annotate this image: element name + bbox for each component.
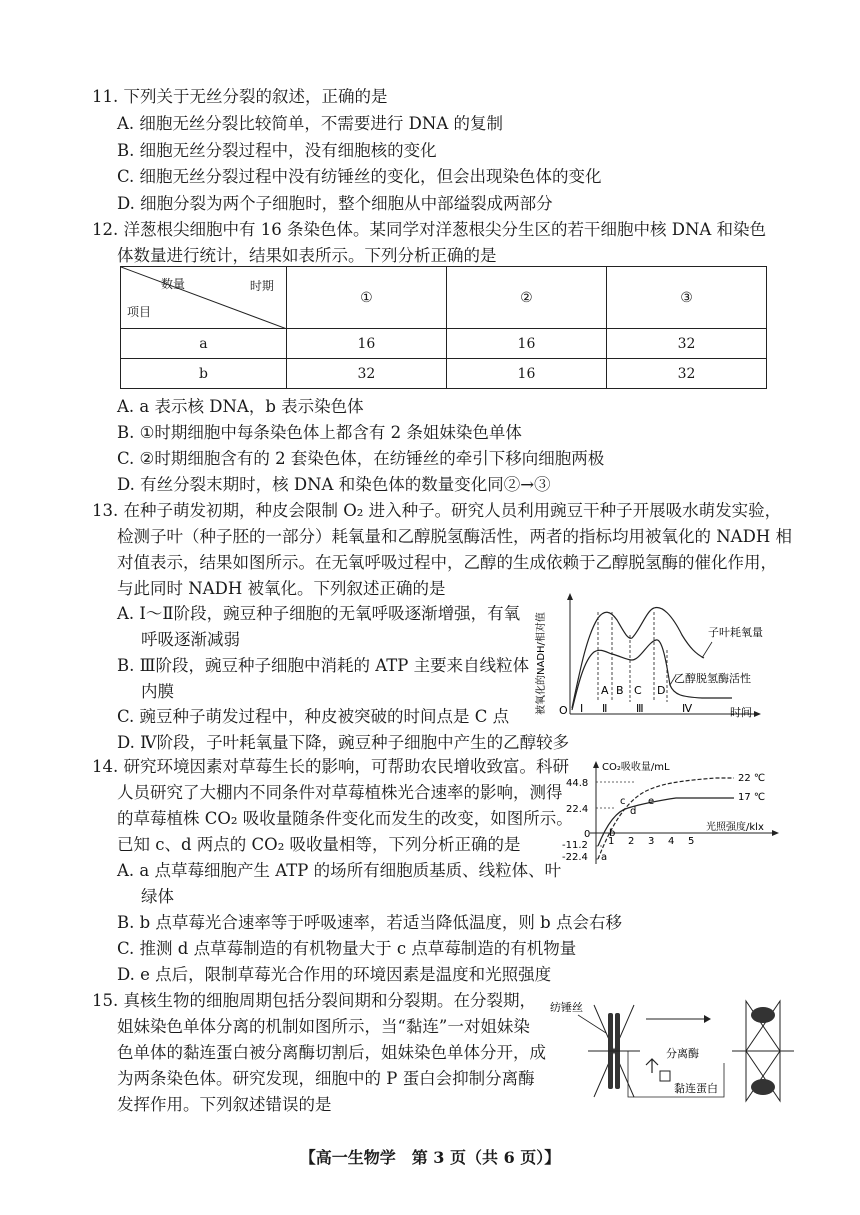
q14-option-d: D. e 点后，限制草莓光合作用的环境因素是温度和光照强度	[117, 965, 552, 984]
y-tick: -11.2	[562, 840, 588, 851]
q15-stem-line4: 为两条染色体。研究发现，细胞中的 P 蛋白会抑制分离酶	[117, 1069, 535, 1088]
page-footer: 【高一生物学 第 3 页（共 6 页）】	[299, 1148, 561, 1167]
x-axis-label: 时间	[730, 706, 752, 719]
stage-label: Ⅰ	[580, 702, 584, 715]
corner-label-quantity: 数量	[161, 277, 186, 291]
stage-label: Ⅱ	[602, 702, 608, 715]
y-axis-arrow-icon	[593, 761, 599, 768]
period-header: ①	[286, 267, 446, 329]
table-cell: 32	[286, 359, 446, 389]
point-label: A	[601, 684, 609, 697]
x-tick: 2	[628, 836, 635, 847]
x-tick: 4	[668, 836, 675, 847]
q12-stem-line1: 12. 洋葱根尖细胞中有 16 条染色体。某同学对洋葱根尖分生区的若干细胞中核 DNA 和染色	[92, 220, 767, 239]
q14-option-b: B. b 点草莓光合速率等于呼吸速率，若适当降低温度，则 b 点会右移	[117, 913, 622, 932]
q14-stem-line3: 的草莓植株 CO₂ 吸收量随条件变化而发生的改变，如图所示。	[117, 809, 573, 828]
table-corner-cell	[121, 267, 287, 329]
leader-line	[702, 642, 712, 658]
q14-figure	[556, 756, 786, 876]
point-label: e	[648, 796, 655, 807]
series-label: 17 ℃	[738, 792, 766, 803]
stage-label: Ⅳ	[682, 702, 693, 715]
arrow-head-icon	[704, 1015, 711, 1023]
curve-label-oxygen: 子叶耗氧量	[708, 626, 763, 639]
q12-option-d: D. 有丝分裂末期时，核 DNA 和染色体的数量变化同②→③	[117, 475, 551, 494]
point-label: B	[616, 684, 624, 697]
q15-stem-line2: 姐妹染色单体分离的机制如图所示，当“黏连”一对姐妹染	[117, 1017, 530, 1036]
q11-option-b: B. 细胞无丝分裂过程中，没有细胞核的变化	[117, 141, 437, 160]
y-tick: 0	[584, 829, 591, 840]
cohesin-ring	[660, 1071, 670, 1081]
x-axis-arrow-icon	[772, 830, 779, 836]
corner-label-item: 项目	[127, 305, 152, 319]
x-tick: 3	[648, 836, 655, 847]
x-axis-label: 光照强度/klx	[706, 822, 764, 833]
q13-option-c: C. 豌豆种子萌发过程中，种皮被突破的时间点是 C 点	[117, 707, 510, 726]
point-label: D	[657, 684, 666, 697]
q13-option-d: D. Ⅳ阶段，子叶耗氧量下降，豌豆种子细胞中产生的乙醇较多	[117, 733, 570, 752]
period-header: ②	[446, 267, 606, 329]
table-cell: 16	[446, 359, 606, 389]
period-header: ③	[606, 267, 766, 329]
point-label: d	[630, 806, 637, 817]
q15-stem-line5: 发挥作用。下列叙述错误的是	[117, 1095, 332, 1114]
y-tick: 44.8	[566, 778, 589, 789]
row-item: b	[121, 359, 287, 389]
q14-stem-line2: 人员研究了大棚内不同条件对草莓植株光合速率的影响，测得	[117, 783, 563, 802]
corner-label-period: 时期	[249, 279, 274, 293]
q15-figure	[548, 993, 798, 1108]
curve-label-enzyme: 乙醇脱氢酶活性	[674, 672, 751, 685]
y-axis-arrow-icon	[567, 593, 573, 600]
x-tick: 1	[608, 836, 615, 847]
q11-option-d: D. 细胞分裂为两个子细胞时，整个细胞从中部缢裂成两部分	[117, 194, 553, 213]
q14-option-a-cont: 绿体	[141, 887, 174, 906]
q12-option-c: C. ②时期细胞含有的 2 套染色体，在纺锤丝的牵引下移向细胞两极	[117, 449, 605, 468]
q14-stem-line1: 14. 研究环境因素对草莓生长的影响，可帮助农民增收致富。科研	[92, 757, 569, 776]
table-cell: 16	[446, 329, 606, 359]
chromosome-pole-top	[751, 1007, 775, 1023]
table-cell: 32	[606, 359, 766, 389]
x-axis-arrow-icon	[754, 711, 761, 717]
table-cell: 16	[286, 329, 446, 359]
q11-option-a: A. 细胞无丝分裂比较简单，不需要进行 DNA 的复制	[117, 114, 503, 133]
q11-stem: 11. 下列关于无丝分裂的叙述，正确的是	[92, 87, 388, 106]
q13-stem-line2: 检测子叶（种子胚的一部分）耗氧量和乙醇脱氢酶活性，两者的指标均用被氧化的 NADH 相	[117, 527, 792, 546]
svg-text:被氧化的NADH/相对值: 被氧化的NADH/相对值	[536, 612, 547, 715]
q12-table	[120, 266, 767, 389]
scissors-icon	[646, 1059, 658, 1073]
y-tick: 22.4	[566, 804, 589, 815]
series-label: 22 ℃	[738, 773, 766, 784]
row-item: a	[121, 329, 287, 359]
q12-option-b: B. ①时期细胞中每条染色体上都含有 2 条姐妹染色单体	[117, 423, 522, 442]
label-separase: 分离酶	[666, 1047, 699, 1060]
q13-stem-line3: 对值表示，结果如图所示。在无氧呼吸过程中，乙醇的生成依赖于乙醇脱氢酶的催化作用，	[117, 553, 777, 572]
q11-option-c: C. 细胞无丝分裂过程中没有纺锤丝的变化，但会出现染色体的变化	[117, 167, 602, 186]
curve-22c	[598, 778, 734, 859]
point-label: b	[609, 828, 616, 839]
q13-figure	[532, 590, 782, 725]
q15-stem-line3: 色单体的黏连蛋白被分离酶切割后，姐妹染色单体分开，成	[117, 1043, 546, 1062]
chromosome-pole-bottom	[751, 1079, 775, 1095]
stage-label: Ⅲ	[636, 702, 644, 715]
q13-option-b-cont: 内膜	[141, 682, 174, 701]
q14-option-c: C. 推测 d 点草莓制造的有机物量大于 c 点草莓制造的有机物量	[117, 939, 577, 958]
table-cell: 32	[606, 329, 766, 359]
origin-label: O	[559, 704, 568, 717]
q13-stem-line1: 13. 在种子萌发初期，种皮会限制 O₂ 进入种子。研究人员利用豌豆干种子开展吸水萌发实验，	[92, 501, 782, 520]
x-tick: 5	[688, 836, 695, 847]
point-label: a	[601, 852, 608, 863]
label-cohesin: 黏连蛋白	[674, 1082, 718, 1095]
table-row	[121, 359, 767, 389]
y-tick: -22.4	[562, 852, 588, 863]
q12-stem-line2: 体数量进行统计，结果如表所示。下列分析正确的是	[117, 246, 497, 265]
q13-option-a-cont: 呼吸逐渐减弱	[141, 630, 240, 649]
q14-option-a: A. a 点草莓细胞产生 ATP 的场所有细胞质基质、线粒体、叶	[117, 861, 562, 880]
q12-option-a: A. a 表示核 DNA，b 表示染色体	[117, 397, 364, 416]
label-spindle: 纺锤丝	[550, 1001, 583, 1014]
q13-option-b: B. Ⅲ阶段，豌豆种子细胞中消耗的 ATP 主要来自线粒体	[117, 656, 530, 675]
q14-stem-line4: 已知 c、d 两点的 CO₂ 吸收量相等，下列分析正确的是	[117, 835, 521, 854]
q13-stem-line4: 与此同时 NADH 被氧化。下列叙述正确的是	[117, 579, 446, 598]
point-label: C	[634, 684, 642, 697]
table-row	[121, 329, 767, 359]
q13-option-a: A. Ⅰ～Ⅱ阶段，豌豆种子细胞的无氧呼吸逐渐增强，有氧	[117, 604, 521, 623]
q15-stem-line1: 15. 真核生物的细胞周期包括分裂间期和分裂期。在分裂期，	[92, 991, 536, 1010]
y-axis-label: CO₂吸收量/mL	[602, 762, 670, 773]
point-label: c	[620, 796, 626, 807]
y-axis-label	[534, 612, 547, 715]
